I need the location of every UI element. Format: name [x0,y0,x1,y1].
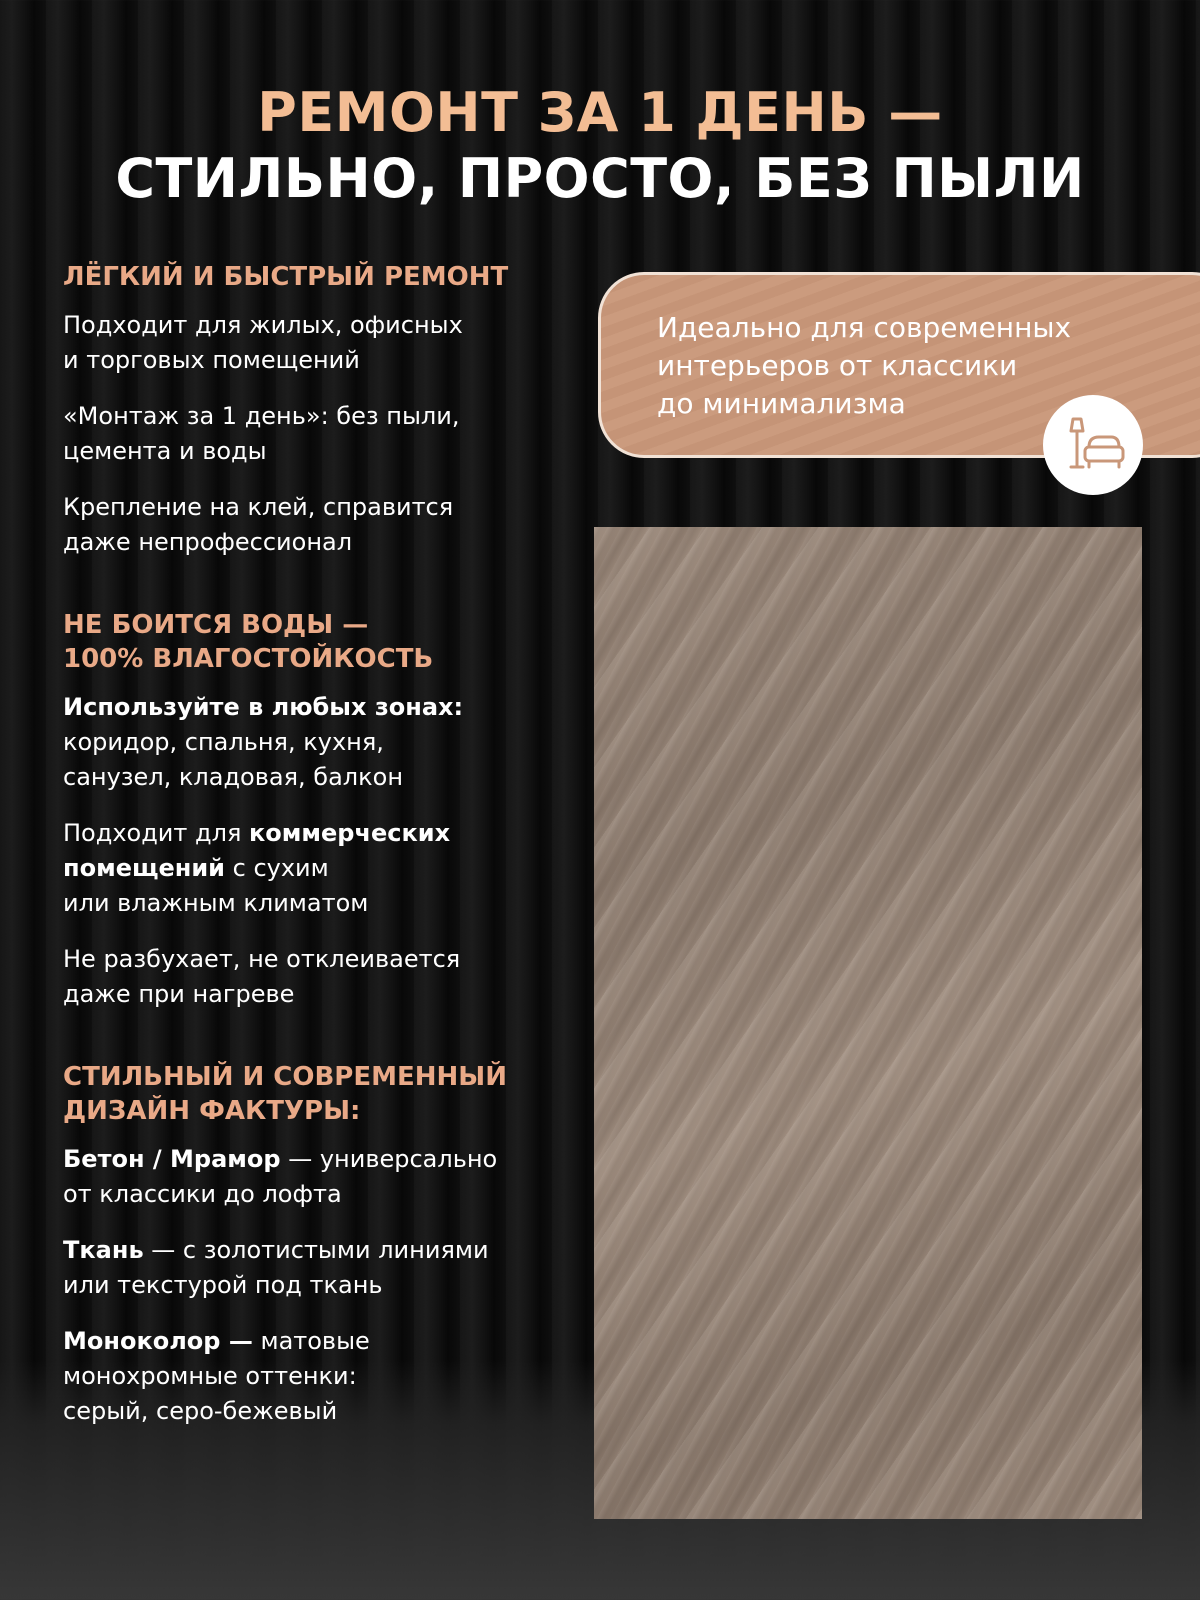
feature-item [63,690,563,795]
feature-item [63,399,563,469]
interior-lamp-sofa-icon [1043,395,1143,495]
feature-bold: коммерческих помещений [63,819,451,882]
feature-bold: Моноколор — [63,1327,253,1355]
feature-item [63,490,563,560]
feature-text: Не разбухает, не отклеивается даже при нагреве [63,945,461,1008]
feature-bold: Ткань [63,1236,144,1264]
card-text: Идеально для современных интерьеров от классики до минимализма [657,311,1072,420]
feature-item [63,1324,563,1429]
feature-item [63,942,563,1012]
section-waterproof [63,608,563,1012]
feature-text: — универсально от классики до лофта [63,1145,498,1208]
section-heading: СТИЛЬНЫЙ И СОВРЕМЕННЫЙ ДИЗАЙН ФАКТУРЫ: [63,1062,507,1126]
feature-text: коридор, спальня, кухня, санузел, кладовая, балкон [63,728,404,791]
section-quick-repair [63,260,563,560]
feature-text: Подходит для жилых, офисных и торговых помещений [63,311,463,374]
feature-item [63,816,563,921]
feature-item [63,1142,563,1212]
feature-item [63,1233,563,1303]
feature-text: «Монтаж за 1 день»: без пыли, цемента и воды [63,402,460,465]
section-heading: НЕ БОИТСЯ ВОДЫ — 100% ВЛАГОСТОЙКОСТЬ [63,610,434,674]
feature-text: Крепление на клей, справится даже непрофессионал [63,493,454,556]
feature-bold: Используйте в любых зонах: [63,693,464,721]
feature-text: матовые монохромные оттенки: серый, серо-бежевый [63,1327,370,1425]
feature-item [63,308,563,378]
feature-text: с сухим или влажным климатом [63,854,369,917]
features-column [63,260,563,1477]
section-heading: ЛЁГКИЙ И БЫСТРЫЙ РЕМОНТ [63,262,509,292]
feature-bold: Бетон / Мрамор [63,1145,281,1173]
title-line-2: СТИЛЬНО, ПРОСТО, БЕЗ ПЫЛИ [115,147,1085,210]
feature-pre: Подходит для [63,819,250,847]
title-line-1: РЕМОНТ ЗА 1 ДЕНЬ — [257,81,943,144]
texture-panel-image [594,527,1142,1519]
feature-text: — с золотистыми линиями или текстурой под ткань [63,1236,489,1299]
section-design [63,1060,563,1429]
page-title [0,80,1200,212]
